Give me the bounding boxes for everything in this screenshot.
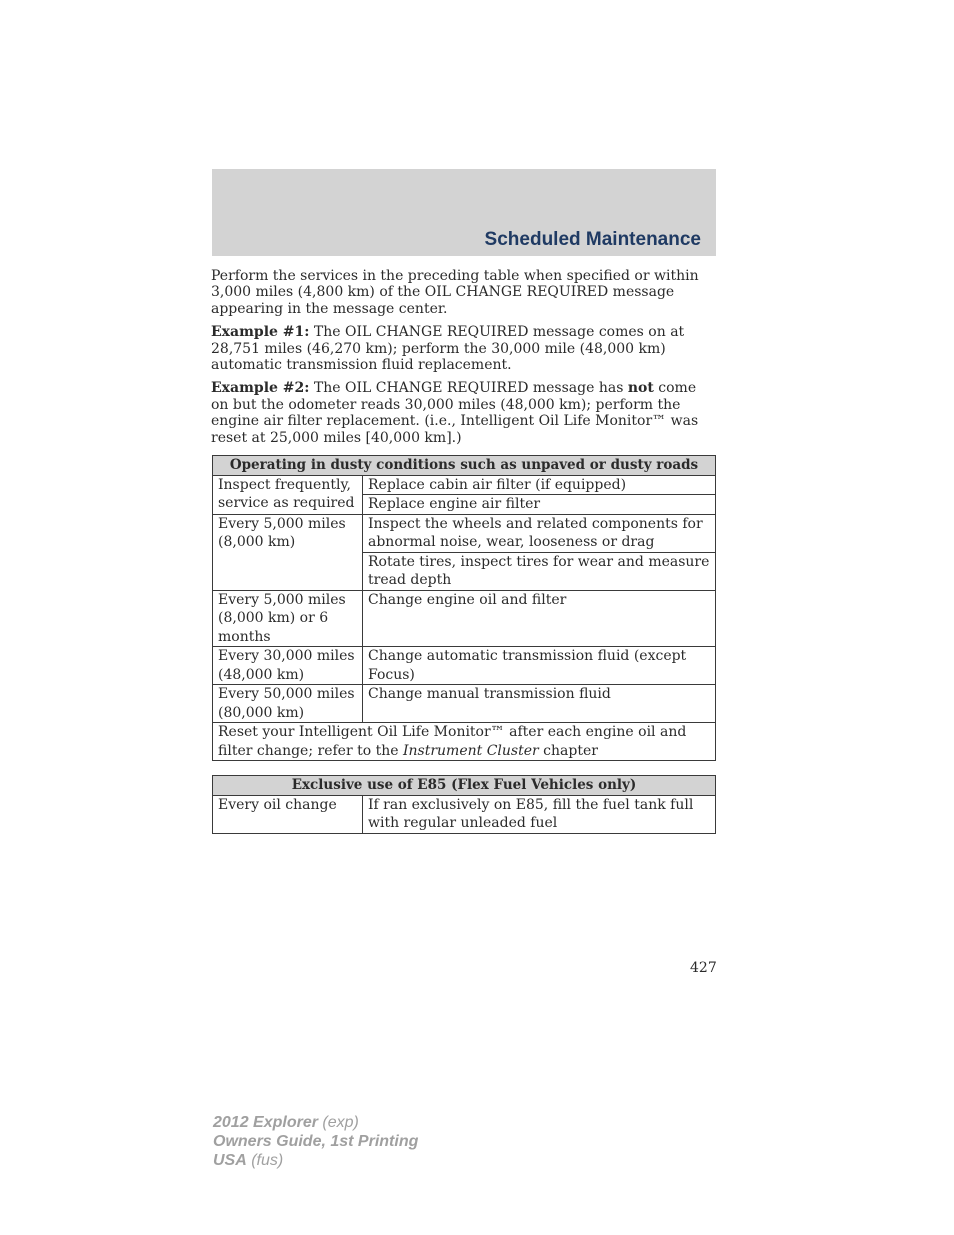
footer-line-1 xyxy=(213,1113,418,1132)
task-cell: Change automatic transmission fluid (except Focus) xyxy=(363,647,716,685)
example-1 xyxy=(211,324,717,373)
task-cell: Replace engine air filter xyxy=(363,495,716,515)
reset-note-chapter: Instrument Cluster xyxy=(402,742,539,759)
interval-cell: Every 30,000 miles (48,000 km) xyxy=(213,647,363,685)
table-row xyxy=(213,590,716,647)
interval-cell: Every 50,000 miles (80,000 km) xyxy=(213,685,363,723)
reset-note-text-b: chapter xyxy=(538,742,598,759)
example-2 xyxy=(211,380,717,446)
example-2-text-b: come on but the odometer reads 30,000 miles (48,000 km); perform the engine air filter replacement. (i.e., Intelligent Oil Life Monitor™ was reset at 25,000 miles [40,000 km].) xyxy=(211,380,699,446)
task-cell: If ran exclusively on E85, fill the fuel tank full with regular unleaded fuel xyxy=(363,795,716,833)
footer-line-2: Owners Guide, 1st Printing xyxy=(213,1133,419,1150)
example-2-emphasis: not xyxy=(627,380,654,397)
intro-text xyxy=(211,268,717,453)
interval-cell: Every 5,000 miles (8,000 km) xyxy=(213,514,363,590)
task-cell: Change engine oil and filter xyxy=(363,590,716,647)
task-cell: Replace cabin air filter (if equipped) xyxy=(363,475,716,495)
footer-market: USA xyxy=(213,1152,247,1169)
intro-paragraph: Perform the services in the preceding table when specified or within 3,000 miles (4,800 km) of the OIL CHANGE REQUIRED message appearing in the message center. xyxy=(211,268,699,317)
table-header-row xyxy=(213,456,716,476)
section-title: Scheduled Maintenance xyxy=(484,229,701,250)
reset-note-text-a: Reset your Intelligent Oil Life Monitor™ after each engine oil and filter change; refer to the xyxy=(218,724,687,759)
table-row xyxy=(213,647,716,685)
example-2-label: Example #2: xyxy=(211,380,310,397)
table-header-row xyxy=(213,776,716,796)
e85-table-heading: Exclusive use of E85 (Flex Fuel Vehicles only) xyxy=(213,776,716,796)
task-cell: Change manual transmission fluid xyxy=(363,685,716,723)
page-number: 427 xyxy=(690,960,717,976)
table-row xyxy=(213,475,716,495)
table-note-row xyxy=(213,723,716,761)
footer-market-code: (fus) xyxy=(246,1152,284,1169)
dusty-conditions-table xyxy=(212,455,716,761)
table-row xyxy=(213,795,716,833)
example-2-text-a: The OIL CHANGE REQUIRED message has xyxy=(309,380,628,397)
section-header xyxy=(212,169,716,256)
interval-cell: Every 5,000 miles (8,000 km) or 6 months xyxy=(213,590,363,647)
interval-cell: Every oil change xyxy=(213,795,363,833)
table-row xyxy=(213,514,716,552)
table-row xyxy=(213,685,716,723)
task-cell: Rotate tires, inspect tires for wear and measure tread depth xyxy=(363,552,716,590)
reset-note xyxy=(213,723,716,761)
footer xyxy=(213,1113,418,1170)
footer-line-3 xyxy=(213,1151,418,1170)
task-cell: Inspect the wheels and related components for abnormal noise, wear, looseness or drag xyxy=(363,514,716,552)
dusty-table-heading: Operating in dusty conditions such as unpaved or dusty roads xyxy=(213,456,716,476)
interval-cell: Inspect frequently, service as required xyxy=(213,475,363,514)
footer-model-code: (exp) xyxy=(317,1114,359,1131)
example-1-text: The OIL CHANGE REQUIRED message comes on at 28,751 miles (46,270 km); perform the 30,000 mile (48,000 km) automatic transmission fluid replacement. xyxy=(211,324,685,374)
footer-model: 2012 Explorer xyxy=(213,1114,318,1131)
example-1-label: Example #1: xyxy=(211,324,310,341)
e85-table xyxy=(212,775,716,834)
